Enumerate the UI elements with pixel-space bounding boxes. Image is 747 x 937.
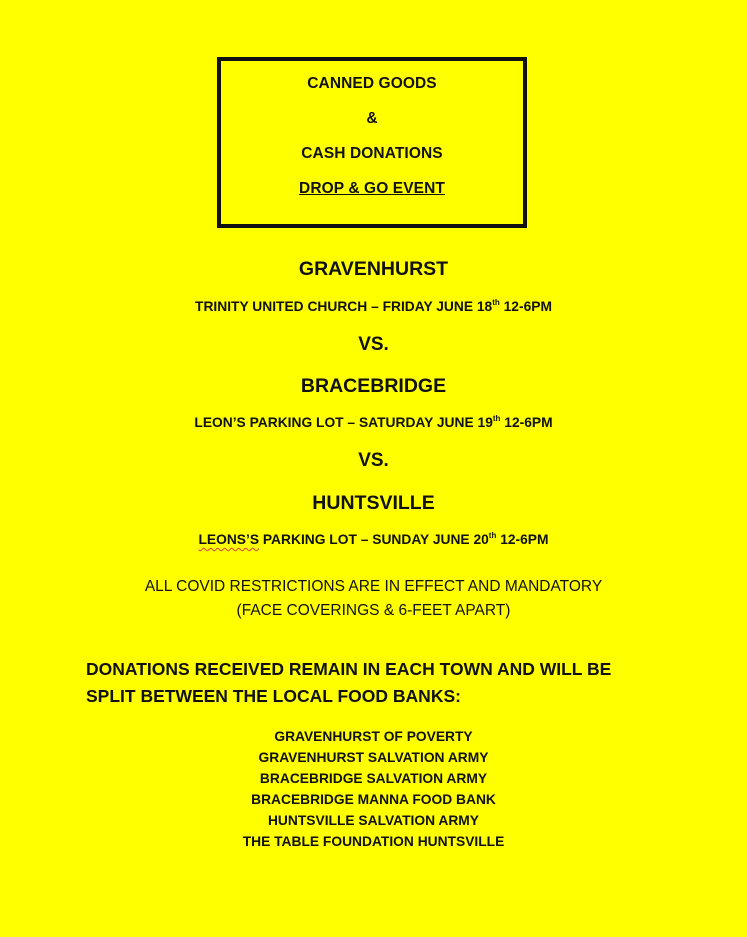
town-bracebridge: BRACEBRIDGE	[300, 375, 447, 397]
food-bank-item: HUNTSVILLE SALVATION ARMY	[267, 813, 480, 828]
town-huntsville: HUNTSVILLE	[312, 492, 435, 514]
title-ampersand: &	[366, 110, 378, 127]
covid-notice-line2: (FACE COVERINGS & 6-FEET APART)	[236, 602, 511, 619]
donation-statement-line1: DONATIONS RECEIVED REMAIN IN EACH TOWN AND WILL BE	[86, 659, 612, 679]
food-bank-item: GRAVENHURST SALVATION ARMY	[258, 750, 489, 765]
title-drop-and-go: DROP & GO EVENT	[299, 180, 445, 197]
event-huntsville-venue: PARKING LOT – SUNDAY JUNE 20	[259, 532, 489, 547]
event-bracebridge-time: 12-6PM	[500, 415, 553, 430]
vs-label-1: VS.	[358, 334, 389, 355]
event-bracebridge-ordinal: th	[492, 414, 501, 423]
event-huntsville-details	[0, 532, 747, 547]
event-bracebridge-venue: LEON’S PARKING LOT – SATURDAY JUNE 19	[194, 415, 493, 430]
title-cash-donations: CASH DONATIONS	[301, 145, 443, 162]
event-huntsville-time: 12-6PM	[496, 532, 549, 547]
title-canned-goods: CANNED GOODS	[307, 75, 437, 92]
event-gravenhurst-details	[0, 299, 747, 314]
food-bank-item: BRACEBRIDGE SALVATION ARMY	[259, 771, 488, 786]
vs-label-2: VS.	[358, 450, 389, 471]
donation-statement-line2: SPLIT BETWEEN THE LOCAL FOOD BANKS:	[86, 686, 461, 706]
event-huntsville-ordinal: th	[488, 531, 497, 540]
event-huntsville-venue-word: LEONS’S	[198, 532, 260, 547]
event-gravenhurst-time: 12-6PM	[499, 299, 552, 314]
food-bank-item: GRAVENHURST OF POVERTY	[274, 729, 473, 744]
event-title-box	[217, 57, 527, 228]
event-gravenhurst-venue: TRINITY UNITED CHURCH – FRIDAY JUNE 18	[195, 299, 493, 314]
town-gravenhurst: GRAVENHURST	[298, 258, 449, 280]
food-bank-item: THE TABLE FOUNDATION HUNTSVILLE	[242, 834, 505, 849]
event-gravenhurst-ordinal: th	[492, 298, 500, 307]
food-bank-item: BRACEBRIDGE MANNA FOOD BANK	[251, 792, 496, 807]
event-bracebridge-details	[0, 415, 747, 430]
covid-notice-line1: ALL COVID RESTRICTIONS ARE IN EFFECT AND MANDATORY	[144, 578, 603, 595]
